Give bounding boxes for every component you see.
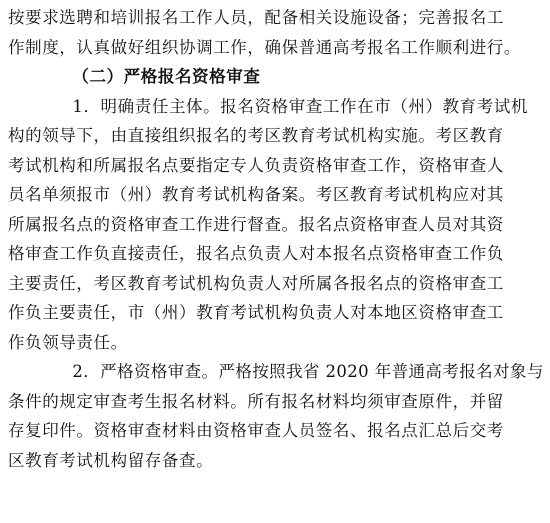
paragraph-line: 作负领导责任。 xyxy=(8,332,128,352)
paragraph-line: 所属报名点的资格审查工作进行督查。报名点资格审查人员对其资 xyxy=(8,214,504,234)
paragraph-line: 格审查工作负直接责任，报名点负责人对本报名点资格审查工作负 xyxy=(8,244,504,263)
paragraph-line: 员名单须报市（州）教育考试机构备案。考区教育考试机构应对其 xyxy=(8,185,504,204)
paragraph-line: 存复印件。资格审查材料由资格审查人员签名、报名点汇总后交考 xyxy=(8,421,504,440)
paragraph-line: 作负主要责任，市（州）教育考试机构负责人对本地区资格审查工 xyxy=(8,303,504,322)
paragraph-line: 作制度，认真做好组织协调工作，确保普通高考报名工作顺利进行。 xyxy=(8,37,521,57)
paragraph-line: 区教育考试机构留存备查。 xyxy=(8,450,214,470)
document-body xyxy=(8,3,544,475)
paragraph-line: 1．明确责任主体。报名资格审查工作在市（州）教育考试机 xyxy=(72,96,529,116)
paragraph-line: 构的领导下，由直接组织报名的考区教育考试机构实施。考区教育 xyxy=(8,126,504,145)
paragraph-line: 主要责任，考区教育考试机构负责人对所属各报名点的资格审查工 xyxy=(8,273,504,293)
paragraph-line: 条件的规定审查考生报名材料。所有报名材料均须审查原件，并留 xyxy=(8,391,504,411)
paragraph-line: 考试机构和所属报名点要指定专人负责资格审查工作，资格审查人 xyxy=(8,155,504,175)
paragraph-line: 2．严格资格审查。严格按照我省 2020 年普通高考报名对象与 xyxy=(72,362,544,381)
paragraph-line: 按要求选聘和培训报名工作人员，配备相关设施设备；完善报名工 xyxy=(8,8,504,27)
section-heading: （二）严格报名资格审查 xyxy=(72,67,261,86)
